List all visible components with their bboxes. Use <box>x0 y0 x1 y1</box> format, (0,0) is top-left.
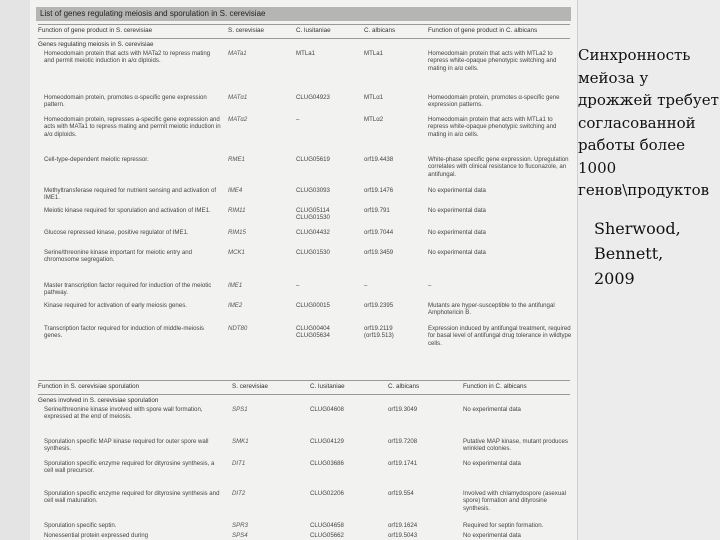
spor-row-sc-gene: SPS4 <box>232 532 248 539</box>
statement-line: Синхронность <box>578 46 691 64</box>
header-rule-bottom <box>38 38 570 39</box>
spor-row-sc-gene: SMK1 <box>232 438 249 445</box>
header-rule-top <box>38 24 570 25</box>
spor-row-fn-ca: No experimental data <box>463 460 521 467</box>
spor-row-ca-gene: orf19.1741 <box>388 460 418 467</box>
citation-line: 2009 <box>594 268 635 288</box>
meiosis-row-fn-ca: No experimental data <box>428 207 486 214</box>
meiosis-row-fn-ca: No experimental data <box>428 229 486 236</box>
meiosis-row-function: Homeodomain protein that acts with MATa2 to repress mating and permit meiotic induction in a/α diploids. <box>44 50 211 65</box>
col-fn-ca-header: Function of gene product in C. albicans <box>428 27 538 34</box>
spor-row-fn-ca: Required for septin formation. <box>463 522 544 529</box>
meiosis-row-fn-ca: Homeodomain protein, promotes α-specific gene expression patterns. <box>428 94 560 109</box>
spor-row-fn-ca: Involved with chlamydospore (asexual spore) formation and dityrosine synthesis. <box>463 490 566 512</box>
meiosis-row-ca-gene: – <box>364 282 368 289</box>
citation-line: Bennett, <box>594 243 664 263</box>
meiosis-row-ca-gene: MTLα2 <box>364 116 384 123</box>
meiosis-row-ca-gene: MTLα1 <box>364 94 384 101</box>
spor-header-rule-bottom <box>38 394 570 395</box>
slide-left-strip <box>0 0 30 540</box>
meiosis-row-function: Meiotic kinase required for sporulation and activation of IME1. <box>44 207 211 214</box>
spor-row-function: Sporulation specific MAP kinase required for outer spore wall synthesis. <box>44 438 209 453</box>
meiosis-row-cl-gene: CLUG03093 <box>296 187 330 194</box>
spor-row-cl-gene: CLUG02206 <box>310 490 344 497</box>
meiosis-row-fn-ca: Homeodomain protein that acts with MTLa1 to repress white-opaque phenotypic switching and mating in a/α cells. <box>428 116 557 138</box>
meiosis-row-sc-gene: IME1 <box>228 282 243 289</box>
spor-row-function: Serine/threonine kinase involved with spore wall formation, expressed at the end of meiosis. <box>44 406 203 421</box>
meiosis-row-function: Master transcription factor required for induction of the meiotic pathway. <box>44 282 212 297</box>
meiosis-row-function: Serine/threonine kinase important for meiotic entry and chromosome segregation. <box>44 249 193 264</box>
citation <box>594 216 720 291</box>
spor-row-cl-gene: CLUG05662 <box>310 532 344 539</box>
meiosis-row-sc-gene: MATα2 <box>228 116 248 123</box>
meiosis-row-sc-gene: MATα1 <box>228 94 248 101</box>
col-function-header: Function of gene product in S. cerevisiae <box>38 27 153 34</box>
meiosis-row-sc-gene: IME2 <box>228 302 243 309</box>
meiosis-section-title: Genes regulating meiosis in S. cerevisiae <box>38 41 154 48</box>
meiosis-row-cl-gene: CLUG00015 <box>296 302 330 309</box>
meiosis-row-ca-gene: orf19.791 <box>364 207 390 214</box>
spor-col-ca-header: C. albicans <box>388 383 420 390</box>
meiosis-row-ca-gene: MTLa1 <box>364 50 383 57</box>
meiosis-row-cl-gene: CLUG05114 CLUG01530 <box>296 207 330 222</box>
spor-row-ca-gene: orf19.7208 <box>388 438 418 445</box>
statement-line: генов\продуктов <box>578 181 710 199</box>
meiosis-row-ca-gene: orf19.4438 <box>364 156 394 163</box>
meiosis-row-sc-gene: RME1 <box>228 156 245 163</box>
gene-table <box>30 0 578 540</box>
meiosis-row-fn-ca: No experimental data <box>428 249 486 256</box>
meiosis-row-fn-ca: No experimental data <box>428 187 486 194</box>
spor-row-ca-gene: orf19.554 <box>388 490 414 497</box>
spor-row-ca-gene: orf19.3049 <box>388 406 418 413</box>
meiosis-row-cl-gene: – <box>296 116 300 123</box>
spor-row-ca-gene: orf19.5043 <box>388 532 418 539</box>
spor-row-ca-gene: orf19.1624 <box>388 522 418 529</box>
spor-col-sc-header: S. cerevisiae <box>232 383 269 390</box>
statement-line: мейоза у <box>578 68 649 87</box>
meiosis-row-sc-gene: IME4 <box>228 187 243 194</box>
spor-row-sc-gene: DIT2 <box>232 490 246 497</box>
citation-line: Sherwood, <box>594 218 681 238</box>
spor-row-fn-ca: No experimental data <box>463 406 521 413</box>
statement-line: дрожжей требует <box>578 91 719 109</box>
spor-row-sc-gene: DIT1 <box>232 460 246 467</box>
spor-col-fn-ca-header: Function in C. albicans <box>463 383 527 390</box>
spor-col-cl-header: C. lusitaniae <box>310 383 345 390</box>
table-title: List of genes regulating meiosis and sporulation in S. cerevisiae <box>36 7 571 21</box>
meiosis-row-cl-gene: – <box>296 282 300 289</box>
meiosis-row-function: Methyltransferase required for nutrient sensing and activation of IME1. <box>44 187 217 202</box>
meiosis-row-function: Glucose repressed kinase, positive regulator of IME1. <box>44 229 189 236</box>
spor-row-cl-gene: CLUG04608 <box>310 406 344 413</box>
meiosis-row-cl-gene: CLUG05619 <box>296 156 330 163</box>
meiosis-row-ca-gene: orf19.7044 <box>364 229 394 236</box>
meiosis-row-fn-ca: White-phase specific gene expression. Upregulation correlates with clinical resistance to fluconazole, an antifungal. <box>428 156 569 178</box>
spor-row-sc-gene: SPS1 <box>232 406 248 413</box>
col-cl-header: C. lusitaniae <box>296 27 331 34</box>
meiosis-row-ca-gene: orf19.1476 <box>364 187 394 194</box>
meiosis-row-sc-gene: NDT80 <box>228 325 248 332</box>
meiosis-row-cl-gene: MTLa1 <box>296 50 315 57</box>
spor-row-function: Sporulation specific enzyme required for dityrosine synthesis, a cell wall precursor. <box>44 460 215 475</box>
meiosis-row-ca-gene: orf19.3459 <box>364 249 394 256</box>
spor-row-cl-gene: CLUG04129 <box>310 438 344 445</box>
meiosis-row-function: Cell-type-dependent meiotic repressor. <box>44 156 149 163</box>
spor-section-title: Genes involved in S. cerevisiae sporulation <box>38 397 159 404</box>
statement-line: 1000 <box>578 158 617 177</box>
meiosis-row-cl-gene: CLUG00404 CLUG05634 <box>296 325 330 340</box>
meiosis-row-sc-gene: RIM11 <box>228 207 246 214</box>
meiosis-row-function: Kinase required for activation of early meiosis genes. <box>44 302 187 309</box>
meiosis-row-function: Homeodomain protein, promotes α-specific gene expression pattern. <box>44 94 207 109</box>
spor-row-cl-gene: CLUG03686 <box>310 460 344 467</box>
statement-line: работы более <box>578 136 685 154</box>
meiosis-row-cl-gene: CLUG04923 <box>296 94 330 101</box>
meiosis-row-fn-ca: Homeodomain protein that acts with MTLa2 to repress white-opaque phenotypic switching and mating in a/α cells. <box>428 50 557 72</box>
spor-row-sc-gene: SPR3 <box>232 522 248 529</box>
meiosis-row-cl-gene: CLUG01530 <box>296 249 330 256</box>
meiosis-row-fn-ca: – <box>428 282 432 289</box>
meiosis-row-sc-gene: MCK1 <box>228 249 245 256</box>
meiosis-row-fn-ca: Expression induced by antifungal treatment, required for basal level of antifungal drug tolerance in wildtype cells. <box>428 325 572 347</box>
spor-row-function: Sporulation specific enzyme required for dityrosine synthesis and cell wall maturation. <box>44 490 220 505</box>
col-sc-header: S. cerevisiae <box>228 27 265 34</box>
meiosis-row-ca-gene: orf19.2119 (orf19.513) <box>364 325 394 340</box>
meiosis-row-ca-gene: orf19.2395 <box>364 302 394 309</box>
main-statement <box>578 44 720 202</box>
statement-line: согласованной <box>578 113 696 132</box>
spor-row-fn-ca: Putative MAP kinase, mutant produces wrinkled colonies. <box>463 438 568 453</box>
meiosis-row-function: Homeodomain protein, represses a-specific gene expression and acts with MATa1 to repress mating and permit meiotic induction in a/α diploids. <box>44 116 221 138</box>
spor-header-rule-top <box>38 380 570 381</box>
spor-row-function: Sporulation specific septin. <box>44 522 117 529</box>
col-ca-header: C. albicans <box>364 27 396 34</box>
meiosis-row-sc-gene: MATa1 <box>228 50 247 57</box>
meiosis-row-fn-ca: Mutants are hyper-susceptible to the antifungal Amphotericin B. <box>428 302 555 317</box>
meiosis-row-function: Transcription factor required for induction of middle-meiosis genes. <box>44 325 204 340</box>
spor-row-cl-gene: CLUG04658 <box>310 522 344 529</box>
spor-row-function: Nonessential protein expressed during <box>44 532 148 539</box>
meiosis-row-sc-gene: RIM15 <box>228 229 246 236</box>
meiosis-row-cl-gene: CLUG04432 <box>296 229 330 236</box>
spor-col-function-header: Function in S. cerevisiae sporulation <box>38 383 140 390</box>
spor-row-fn-ca: No experimental data <box>463 532 521 539</box>
slide-text <box>578 44 720 291</box>
